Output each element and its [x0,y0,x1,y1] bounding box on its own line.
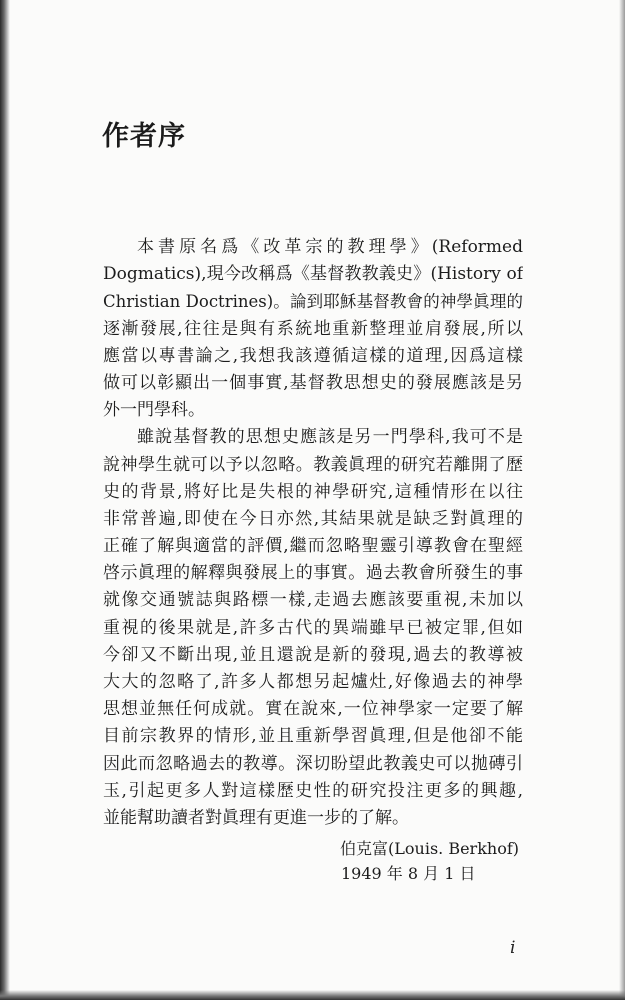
text-line: 玉,引起更多人對這樣歷史性的研究投注更多的興趣, [103,780,523,801]
text-line: Christian Doctrines)。論到耶穌基督教會的神學眞理的 [103,292,523,312]
text-line: 雖說基督教的思想史應該是另一門學科,我可不是 [137,427,523,448]
paragraph [103,234,523,424]
text-line: 說神學生就可以予以忽略。教義眞理的研究若離開了歷 [103,454,523,475]
text-line: 史的背景,將好比是失根的神學研究,這種情形在以往 [103,481,523,502]
text-line: 因此而忽略過去的教導。深切盼望此教義史可以拋磚引 [103,753,523,774]
text-line: 正確了解與適當的評價,繼而忽略聖靈引導教會在聖經 [103,536,523,557]
text-line: 啓示眞理的解釋與發展上的事實。過去教會所發生的事 [103,563,523,584]
text-line: 外一門學科。 [103,400,205,421]
author-signature: 伯克富(Louis. Berkhof) [340,839,519,858]
preface-body [103,234,523,832]
page-edge-shadow [619,0,625,1000]
text-line: 本書原名爲《改革宗的教理學》(Reformed [137,237,523,257]
text-line: 非常普遍,即使在今日亦然,其結果就是缺乏對眞理的 [103,508,523,529]
text-line: 今卻又不斷出現,並且還說是新的發現,過去的教導被 [103,644,523,665]
text-line: 逐漸發展,往往是與有系統地重新整理並肩發展,所以 [103,318,523,339]
text-line: 思想並無任何成就。實在說來,一位神學家一定要了解 [103,699,523,720]
text-line: 就像交通號誌與路標一樣,走過去應該要重視,未加以 [103,590,523,611]
text-line: 並能幫助讀者對眞理有更進一步的了解。 [103,807,409,828]
signature-date: 1949 年 8 月 1 日 [341,864,476,883]
page-number: i [510,938,516,958]
section-title: 作者序 [102,121,186,152]
text-line: 大大的忽略了,許多人都想另起爐灶,好像過去的神學 [103,672,523,692]
text-line: 目前宗教界的情形,並且重新學習眞理,但是他卻不能 [103,726,523,747]
text-line: 重視的後果就是,許多古代的異端雖早已被定罪,但如 [103,617,523,638]
text-line: 做可以彰顯出一個事實,基督教思想史的發展應該是另 [103,372,523,393]
text-line: 應當以專書論之,我想我該遵循這樣的道理,因爲這樣 [103,345,523,366]
paragraph [103,424,523,832]
text-line: Dogmatics),現今改稱爲《基督教教義史》(History of [103,264,523,285]
